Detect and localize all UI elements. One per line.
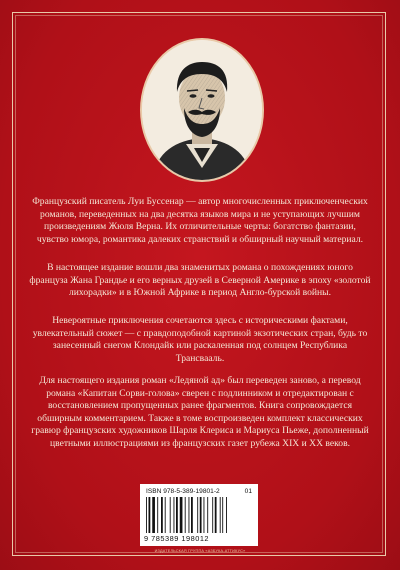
paragraph-edition: Для настоящего издания роман «Ледяной ад» был переведен заново, а перевод романа «Капитан Сорви-голова» сверен с подлинником и отредактирован с восстановлением пропущенных ранее фрагментов. Книга сопровождается обширным комментарием. Также в томе воспроизведен комплект классических гравюр французских художников Шарля Клериса и Мариуса Пьеже, дополненный цветными иллюстрациями из французских газет рубежа XIX и XX веков. (31, 375, 369, 449)
author-portrait (140, 38, 264, 182)
barcode-digits: 9 785389 198012 (144, 534, 210, 543)
barcode-icon (146, 497, 252, 533)
isbn-label (146, 488, 252, 496)
paragraph-adventures: Невероятные приключения сочетаются здесь с историческими фактами, увлекательный сюжет — с правдоподобной картиной экзотических стран, будь то занесенный снегом Клондайк или раскаленная под солнцем Республика Трансвааль. (32, 315, 368, 364)
author-portrait-engraving-icon (142, 40, 262, 180)
barcode-panel (140, 484, 258, 546)
isbn-number: ISBN 978-5-389-19801-2 (146, 488, 220, 495)
isbn-suffix: 01 (244, 488, 252, 495)
paragraph-intro: Французский писатель Луи Буссенар — автор многочисленных приключенческих романов, переведенных на два десятка языков мира и не уступающих лучшим произведениям Жюля Верна. Их отличительные черты: богатство фантазии, чувство юмора, романтика далеких странствий и обширный научный материал. (32, 196, 368, 245)
paragraph-novels: В настоящее издание вошли два знаменитых романа о похождениях юного француза Жана Грандье и его верных друзей в Северной Америке в эпоху «золотой лихорадки» и в Южной Африке в период Англо-бурской войны. (29, 262, 371, 299)
publisher-imprint: ИЗДАТЕЛЬСКАЯ ГРУППА «АЗБУКА-АТТИКУС» (154, 549, 246, 553)
